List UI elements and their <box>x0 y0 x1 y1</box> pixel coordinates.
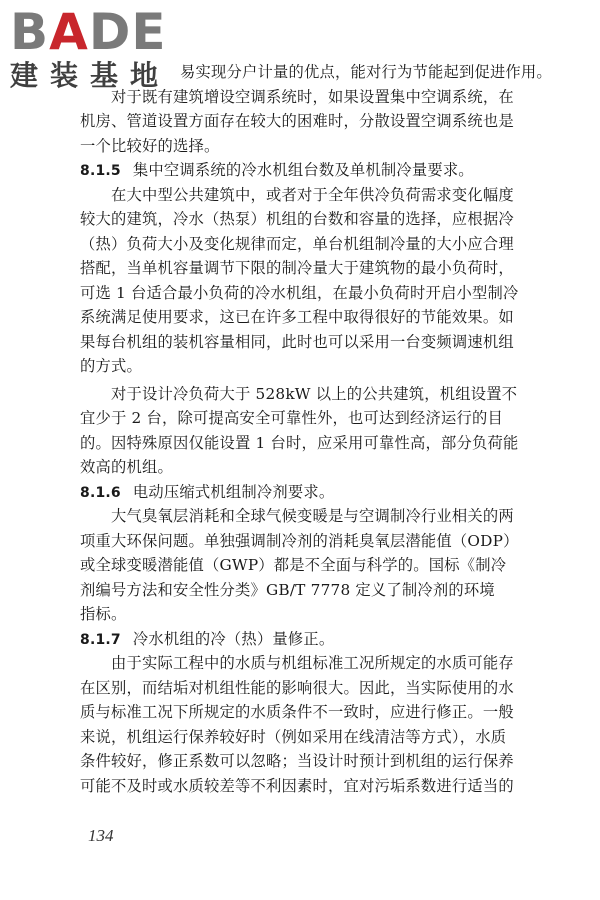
paragraph-line: 果每台机组的装机容量相同，此时也可以采用一台变频调速机组 <box>80 332 514 351</box>
section-heading-8-1-7 <box>80 627 526 652</box>
section-heading-8-1-5 <box>80 158 526 183</box>
paragraph-line: 条件较好，修正系数可以忽略；当设计时预计到机组的运行保养 <box>80 752 514 770</box>
brand-logo <box>6 4 176 96</box>
paragraph-line: 搭配，当单机容量调节下限的制冷量大于建筑物的最小负荷时， <box>80 259 514 277</box>
paragraph-line: 的。因特殊原因仅能设置 1 台时，应采用可靠性高，部分负荷能 <box>80 433 519 452</box>
section-number: 8.1.7 <box>80 631 121 648</box>
paragraph-line: 对于既有建筑增设空调系统时，如果设置集中空调系统，在 <box>111 87 514 106</box>
paragraph-line: 可能不及时或水质较差等不利因素时，宜对污垢系数进行适当的 <box>80 776 514 795</box>
paragraph-line: （热）负荷大小及变化规律而定，单台机组制冷量的大小应合理 <box>80 234 514 253</box>
paragraph-line: 一个比较好的选择。 <box>80 136 220 155</box>
paragraph-line: 由于实际工程中的水质与机组标准工况所规定的水质可能存 <box>111 654 514 672</box>
paragraph-line: 质与标准工况下所规定的水质条件不一致时，应进行修正。一般 <box>80 703 514 721</box>
paragraph-line: 的方式。 <box>80 357 142 375</box>
section-number: 8.1.6 <box>80 484 121 501</box>
intro-line: 易实现分户计量的优点，能对行为节能起到促进作用。 <box>180 63 552 81</box>
paragraph-line: 在区别，而结垢对机组性能的影响很大。因此，当实际使用的水 <box>80 678 514 697</box>
paragraph-line: 剂编号方法和安全性分类》GB/T 7778 定义了制冷剂的环境 <box>80 580 495 599</box>
paragraph-line: 机房、管道设置方面存在较大的困难时，分散设置空调系统也是 <box>80 112 514 130</box>
brand-wordmark: BADE <box>10 3 167 61</box>
paragraph-line: 项重大环保问题。单独强调制冷剂的消耗臭氧层潜能值（ODP） <box>80 531 519 550</box>
paragraph-line: 系统满足使用要求，这已在许多工程中取得很好的节能效果。如 <box>80 308 514 326</box>
section-title: 冷水机组的冷（热）量修正。 <box>132 629 335 648</box>
paragraph-line: 来说，机组运行保养较好时（例如采用在线清洁等方式），水质 <box>80 727 507 746</box>
paragraph-line: 对于设计冷负荷大于 528kW 以上的公共建筑，机组设置不 <box>111 384 518 403</box>
section-number: 8.1.5 <box>80 163 121 179</box>
section-heading-8-1-6 <box>80 480 526 505</box>
paragraph-line: 大气臭氧层消耗和全球气候变暖是与空调制冷行业相关的两 <box>111 507 514 525</box>
brand-subtitle: 建装基地 <box>10 59 171 92</box>
paragraph-line: 效高的机组。 <box>80 458 173 476</box>
page-number: 134 <box>88 826 114 845</box>
paragraph-line: 宜少于 2 台，除可提高安全可靠性外，也可达到经济运行的目 <box>80 409 503 427</box>
paragraph-line: 可选 1 台适合最小负荷的冷水机组，在最小负荷时开启小型制冷 <box>80 283 519 302</box>
section-title: 电动压缩式机组制冷剂要求。 <box>132 482 335 501</box>
paragraph-line: 或全球变暖潜能值（GWP）都是不全面与科学的。国标《制冷 <box>80 556 507 574</box>
paragraph-line: 指标。 <box>80 605 127 623</box>
document-body <box>80 60 552 798</box>
paragraph-line: 在大中型公共建筑中，或者对于全年供冷负荷需求变化幅度 <box>111 185 514 204</box>
paragraph-line: 较大的建筑，冷水（热泵）机组的台数和容量的选择，应根据冷 <box>80 210 514 228</box>
section-title: 集中空调系统的冷水机组台数及单机制冷量要求。 <box>132 161 474 179</box>
